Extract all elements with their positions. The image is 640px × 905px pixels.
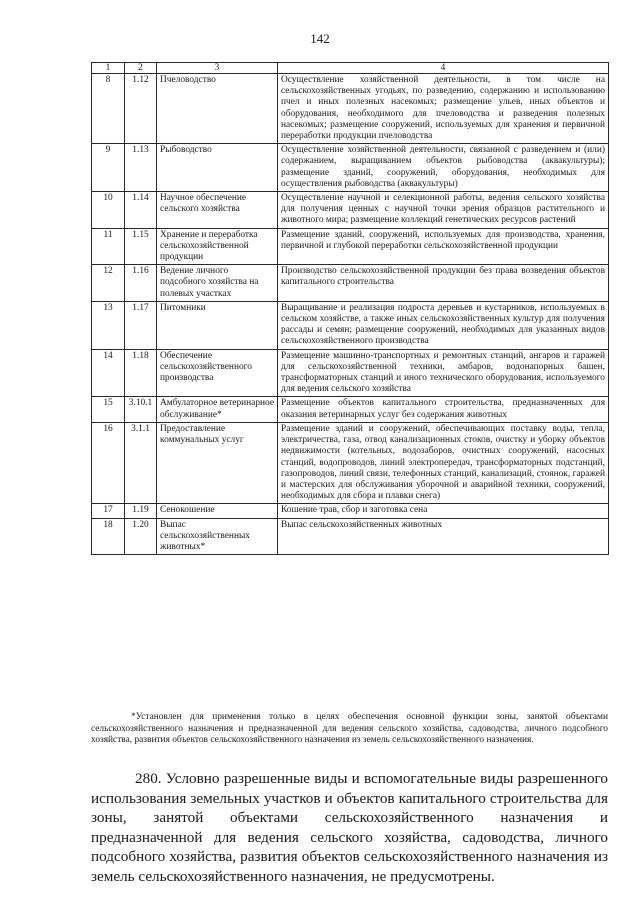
row-number-cell: 15 xyxy=(92,397,125,422)
paragraph-280: 280. Условно разрешенные виды и вспомогательные виды разрешенного использования земельных участков и объектов капитального строительства для зоны, занятой объектами сельскохозяйственного назначения и предназначенной для ведения сельского хозяйства, садоводства, личного подсобного хозяйства, развития объектов сельскохозяйственного назначения из земель сельскохозяйственного назначения, не предусмотрены. xyxy=(91,770,608,885)
row-number-cell: 10 xyxy=(92,192,125,229)
row-description-cell: Размещение объектов капитального строительства, предназначенных для оказания ветеринарных услуг без содержания животных xyxy=(278,397,609,422)
row-description-cell: Осуществление хозяйственной деятельности, связанной с разведением и (или) содержанием, выращиванием объектов рыбоводства (аквакультуры); размещение зданий, сооружений, оборудования, необходимых для осуществления рыбоводства (аквакультуры) xyxy=(278,144,609,192)
table-row xyxy=(92,422,609,503)
footnote: *Установлен для применения только в целях обеспечения основной функции зоны, занятой объектами сельскохозяйственного назначения и предназначенной для ведения сельского хозяйства, садоводства, личного подсобного хозяйства, развития объектов сельскохозяйственного назначения из земель сельскохозяйственного назначения. xyxy=(91,712,608,746)
row-name-cell: Сенокошение xyxy=(157,504,278,518)
row-number-cell: 16 xyxy=(92,422,125,503)
row-name-cell: Питомники xyxy=(157,301,278,349)
row-description-cell: Осуществление научной и селекционной работы, ведения сельского хозяйства для получения ценных с научной точки зрения образцов растительного и животного мира; размещение коллекций генетических ресурсов растений xyxy=(278,192,609,229)
table-row xyxy=(92,192,609,229)
row-code-cell: 1.19 xyxy=(125,504,157,518)
row-number-cell: 13 xyxy=(92,301,125,349)
row-code-cell: 3.10.1 xyxy=(125,397,157,422)
row-description-cell: Размещение машинно-транспортных и ремонтных станций, ангаров и гаражей для сельскохозяйственной техники, амбаров, водонапорных башен, трансформаторных станций и иного технического оборудования, используемого для ведения сельского хозяйства xyxy=(278,349,609,397)
table-row xyxy=(92,228,609,265)
row-name-cell: Ведение личного подсобного хозяйства на полевых участках xyxy=(157,265,278,302)
table-row xyxy=(92,349,609,397)
row-number-cell: 8 xyxy=(92,74,125,144)
header-cell-4: 4 xyxy=(278,63,609,74)
header-cell-2: 2 xyxy=(125,63,157,74)
row-code-cell: 1.13 xyxy=(125,144,157,192)
table-header-row xyxy=(92,63,609,74)
row-code-cell: 1.17 xyxy=(125,301,157,349)
row-number-cell: 17 xyxy=(92,504,125,518)
row-description-cell: Выпас сельскохозяйственных животных xyxy=(278,518,609,555)
row-description-cell: Выращивание и реализация подроста деревьев и кустарников, используемых в сельском хозяйстве, а также иных сельскохозяйственных культур для получения рассады и семян; размещение сооружений, необходимых для указанных видов сельскохозяйственного производства xyxy=(278,301,609,349)
row-number-cell: 14 xyxy=(92,349,125,397)
table-body xyxy=(92,63,609,555)
row-description-cell: Осуществление хозяйственной деятельности, в том числе на сельскохозяйственных угодьях, по разведению, содержанию и использованию пчел и иных полезных насекомых; размещение ульев, иных объектов и оборудования, необходимого для пчеловодства и разведения полезных насекомых; размещение сооружений, используемых для хранения и первичной переработки продукции пчеловодства xyxy=(278,74,609,144)
table-row xyxy=(92,518,609,555)
row-code-cell: 1.15 xyxy=(125,228,157,265)
row-description-cell: Кошение трав, сбор и заготовка сена xyxy=(278,504,609,518)
table-row xyxy=(92,74,609,144)
row-name-cell: Предоставление коммунальных услуг xyxy=(157,422,278,503)
row-name-cell: Рыбоводство xyxy=(157,144,278,192)
row-name-cell: Выпас сельскохозяйственных животных* xyxy=(157,518,278,555)
row-number-cell: 12 xyxy=(92,265,125,302)
land-use-table xyxy=(91,62,609,555)
row-name-cell: Научное обеспечение сельского хозяйства xyxy=(157,192,278,229)
table-row xyxy=(92,265,609,302)
row-number-cell: 11 xyxy=(92,228,125,265)
row-description-cell: Размещение зданий, сооружений, используемых для производства, хранения, первичной и глубокой переработки сельскохозяйственной продукции xyxy=(278,228,609,265)
table-row xyxy=(92,144,609,192)
table-row xyxy=(92,504,609,518)
row-name-cell: Хранение и переработка сельскохозяйственной продукции xyxy=(157,228,278,265)
row-name-cell: Амбулаторное ветеринарное обслуживание* xyxy=(157,397,278,422)
page-number: 142 xyxy=(310,31,330,46)
row-name-cell: Обеспечение сельскохозяйственного производства xyxy=(157,349,278,397)
row-number-cell: 18 xyxy=(92,518,125,555)
row-number-cell: 9 xyxy=(92,144,125,192)
row-code-cell: 1.12 xyxy=(125,74,157,144)
table-row xyxy=(92,301,609,349)
header-cell-3: 3 xyxy=(157,63,278,74)
table-row xyxy=(92,397,609,422)
header-cell-1: 1 xyxy=(92,63,125,74)
row-description-cell: Производство сельскохозяйственной продукции без права возведения объектов капитального строительства xyxy=(278,265,609,302)
row-name-cell: Пчеловодство xyxy=(157,74,278,144)
row-code-cell: 1.20 xyxy=(125,518,157,555)
row-code-cell: 1.18 xyxy=(125,349,157,397)
row-code-cell: 1.14 xyxy=(125,192,157,229)
row-code-cell: 1.16 xyxy=(125,265,157,302)
row-code-cell: 3.1.1 xyxy=(125,422,157,503)
row-description-cell: Размещение зданий и сооружений, обеспечивающих поставку воды, тепла, электричества, газа, отвод канализационных стоков, очистку и уборку объектов недвижимости (котельных, водозаборов, очистных сооружений, насосных станций, водопроводов, линий электропередач, трансформаторных подстанций, газопроводов, линий связи, телефонных станций, канализаций, стоянок, гаражей и мастерских для обслуживания уборочной и аварийной техники, сооружений, необходимых для сбора и плавки снега) xyxy=(278,422,609,503)
